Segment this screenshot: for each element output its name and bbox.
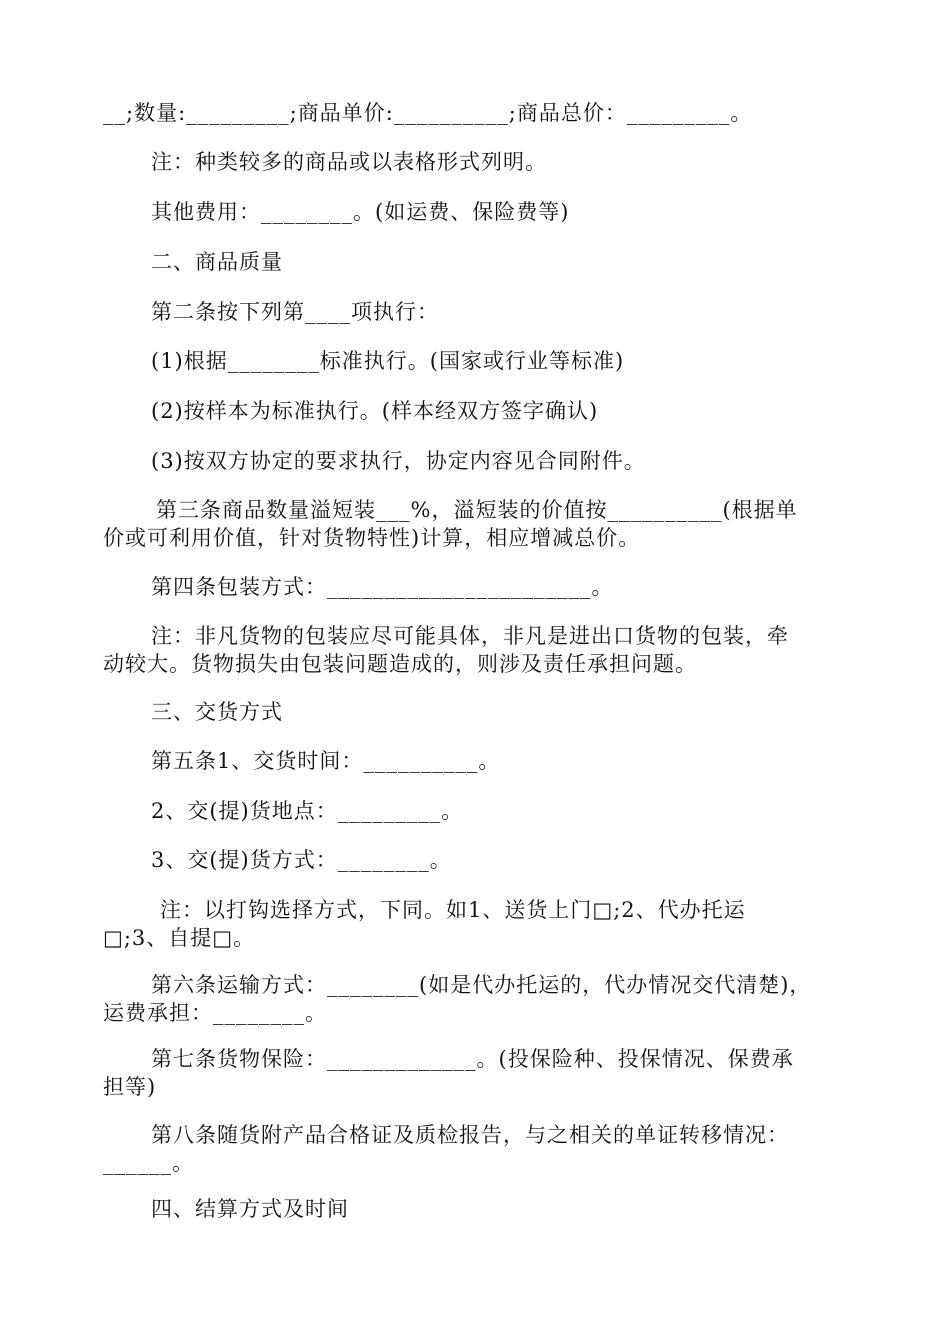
- other-fees-line: 其他费用：________。(如运费、保险费等): [151, 200, 570, 224]
- section-heading-quality: 二、商品质量: [151, 250, 283, 274]
- article-7-line-2: 担等): [103, 1075, 157, 1099]
- quantity-price-line: __;数量:_________;商品单价:__________;商品总价：_________。: [103, 101, 753, 125]
- article-6-line-1: 第六条运输方式：________(如是代办托运的，代办情况交代清楚)，: [151, 973, 812, 997]
- note-checkbox-line-1: 注：以打钩选择方式，下同。如1、送货上门□;2、代办托运: [160, 898, 746, 922]
- article-8-line-1: 第八条随货附产品合格证及质检报告，与之相关的单证转移情况：: [151, 1123, 789, 1147]
- article-2-option-3: (3)按双方协定的要求执行，协定内容见合同附件。: [151, 449, 646, 473]
- note-checkbox-line-2: □;3、自提□。: [103, 926, 256, 950]
- article-5-time: 第五条1、交货时间：__________。: [151, 749, 501, 773]
- article-3-line-1: 第三条商品数量溢短装___%，溢短装的价值按__________(根据单: [156, 498, 798, 522]
- article-5-method: 3、交(提)货方式：________。: [151, 848, 452, 872]
- article-2-option-2: (2)按样本为标准执行。(样本经双方签字确认): [151, 399, 599, 423]
- article-4-line: 第四条包装方式：_______________________。: [151, 575, 614, 599]
- article-2-option-1: (1)根据________标准执行。(国家或行业等标准): [151, 349, 625, 373]
- note-packaging-line-2: 动较大。货物损失由包装问题造成的，则涉及责任承担问题。: [103, 652, 697, 676]
- section-heading-delivery: 三、交货方式: [151, 700, 283, 724]
- section-heading-settlement: 四、结算方式及时间: [151, 1197, 349, 1221]
- article-6-line-2: 运费承担：________。: [103, 1001, 327, 1025]
- note-goods-list: 注：种类较多的商品或以表格形式列明。: [151, 150, 547, 174]
- article-3-line-2: 价或可利用价值，针对货物特性)计算，相应增减总价。: [103, 526, 641, 550]
- article-5-place: 2、交(提)货地点：_________。: [151, 799, 464, 823]
- note-packaging-line-1: 注：非凡货物的包装应尽可能具体，非凡是进出口货物的包装，牵: [151, 624, 789, 648]
- article-7-line-1: 第七条货物保险：_____________。(投保险种、投保情况、保费承: [151, 1047, 794, 1071]
- article-8-line-2: ______。: [103, 1151, 194, 1175]
- article-2-line: 第二条按下列第____项执行：: [151, 300, 439, 324]
